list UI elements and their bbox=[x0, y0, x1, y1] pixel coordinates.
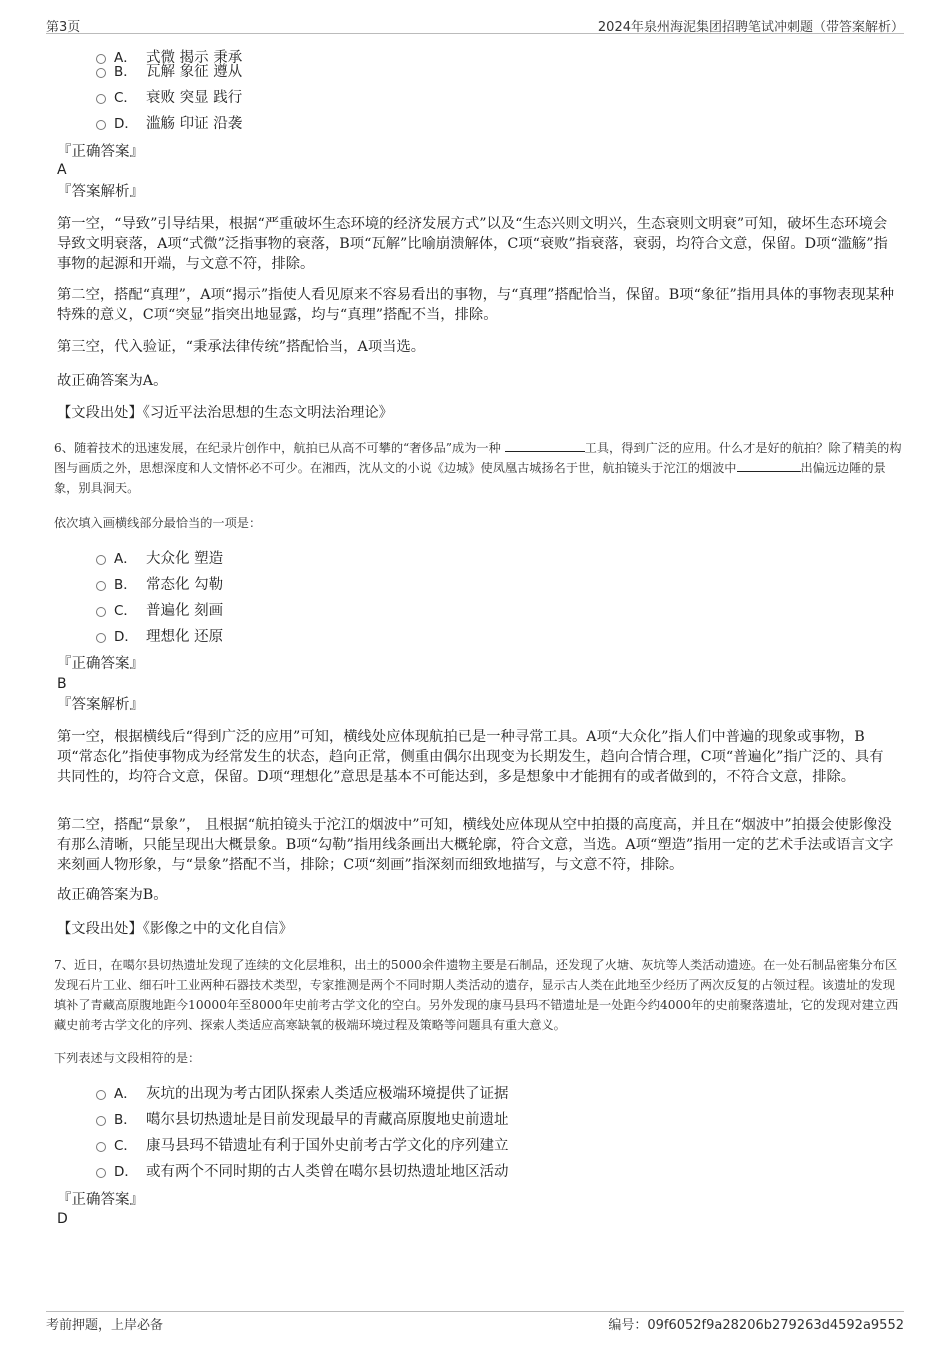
footer-slogan: 考前押题，上岸必备 bbox=[46, 1318, 164, 1333]
q5-analysis-para-2: 第二空，搭配“真理”，A项“揭示”指使人看见原来不容易看出的事物，与“真理”搭配恰当，保留。B项“象征”指用具体的事物表现某种特殊的意义，C项“突显”指突出地显露，均与“真理”搭配不当，排除。 bbox=[57, 287, 895, 323]
q7-answer-label: 『正确答案』 bbox=[57, 1192, 144, 1208]
radio-icon[interactable] bbox=[96, 94, 106, 104]
radio-icon[interactable] bbox=[96, 1116, 106, 1126]
footer-divider bbox=[46, 1311, 904, 1312]
radio-icon[interactable] bbox=[96, 1090, 106, 1100]
q6-analysis-para-1: 第一空，根据横线后“得到广泛的应用”可知，横线处应体现航拍已是一种寻常工具。A项“大众化”指人们中普遍的现象或事物，B项“常态化”指使事物成为经常发生的状态，趋向正常，侧重由偶尔出现变为长期发生，趋向合情合理，C项“普遍化”指广泛的、具有共同性的，均符合文意，保留。D项“理想化”意思是基本不可能达到，多是想象中才能拥有的或者做到的，不符合文意，排除。 bbox=[57, 729, 884, 785]
q5-analysis-label: 『答案解析』 bbox=[57, 184, 144, 200]
page-header bbox=[46, 16, 904, 34]
radio-icon[interactable] bbox=[96, 581, 106, 591]
q7-stem: 7、近日，在噶尔县切热遗址发现了连续的文化层堆积，出土的5000余件遗物主要是石制品，还发现了火塘、灰坑等人类活动遗迹。在一处石制品密集分布区发现石片工业、细石叶工业两种石器技术类型，专家推测是两个不同时期人类活动的遗存，显示古人类在此地至少经历了两次反复的占领过程。该遗址的发现填补了青藏高原腹地距今10000年至8000年史前考古学文化的空白。另外发现的康马县玛不错遗址是一处距今约4000年的史前聚落遗址，它的发现对建立西藏史前考古学文化的序列、探索人类适应高寒缺氧的极端环境过程及策略等问题具有重大意义。 bbox=[54, 958, 899, 1032]
q5-answer: A bbox=[57, 162, 67, 178]
radio-icon[interactable] bbox=[96, 54, 106, 64]
radio-icon[interactable] bbox=[96, 120, 106, 130]
q5-answer-label: 『正确答案』 bbox=[57, 144, 144, 160]
radio-icon[interactable] bbox=[96, 633, 106, 643]
q6-analysis-label: 『答案解析』 bbox=[57, 697, 144, 713]
page-footer bbox=[46, 1314, 904, 1332]
q6-prompt: 依次填入画横线部分最恰当的一项是： bbox=[54, 516, 262, 530]
document-id: 编号：09f6052f9a28206b279263d4592a9552 bbox=[608, 1318, 904, 1333]
q6-answer-label: 『正确答案』 bbox=[57, 656, 144, 672]
q5-analysis-para-4: 故正确答案为A。 bbox=[57, 373, 168, 389]
blank-2 bbox=[737, 459, 801, 472]
q5-analysis-para-1: 第一空，“导致”引导结果，根据“严重破坏生态环境的经济发展方式”以及“生态兴则文明兴，生态衰则文明衰”可知，破坏生态环境会导致文明衰落，A项“式微”泛指事物的衰落，B项“瓦解”比喻崩溃解体，C项“衰败”指衰落，衰弱，均符合文意，保留。D项“滥觞”指事物的起源和开端，与文意不符，排除。 bbox=[57, 216, 888, 272]
q6-stem: 6、随着技术的迅速发展，在纪录片创作中，航拍已从高不可攀的“奢侈品”成为一种 工具，得到广泛的应用。什么才是好的航拍？除了精美的构图与画质之外，思想深度和人文情怀必不可少。在湘西，沈从文的小说《边城》使凤凰古城扬名于世，航拍镜头于沱江的烟波中 出偏远边陲的景象，别具洞天。 bbox=[54, 441, 902, 495]
q7-answer: D bbox=[57, 1211, 68, 1227]
radio-icon[interactable] bbox=[96, 68, 106, 78]
radio-icon[interactable] bbox=[96, 1168, 106, 1178]
radio-icon[interactable] bbox=[96, 607, 106, 617]
q6-analysis-para-3: 故正确答案为B。 bbox=[57, 887, 168, 903]
q5-analysis-para-3: 第三空，代入验证，“秉承法律传统”搭配恰当，A项当选。 bbox=[57, 339, 426, 355]
q6-answer: B bbox=[57, 676, 67, 692]
document-title: 2024年泉州海泥集团招聘笔试冲刺题（带答案解析） bbox=[597, 20, 904, 35]
radio-icon[interactable] bbox=[96, 1142, 106, 1152]
blank-1 bbox=[505, 439, 585, 452]
q5-source: 【文段出处】《习近平法治思想的生态文明法治理论》 bbox=[57, 405, 393, 421]
q6-source: 【文段出处】《影像之中的文化自信》 bbox=[57, 921, 293, 937]
page-number: 第3页 bbox=[46, 20, 81, 35]
q6-analysis-para-2: 第二空，搭配“景象”， 且根据“航拍镜头于沱江的烟波中”可知，横线处应体现从空中拍摄的高度高，并且在“烟波中”拍摄会使影像没有那么清晰，只能呈现出大概景象。B项“勾勒”指用线条画出大概轮廓，符合文意，当选。A项“塑造”指用一定的艺术手法或语言文字来刻画人物形象，与“景象”搭配不当，排除；C项“刻画”指深刻而细致地描写，与文意不符，排除。 bbox=[57, 817, 894, 873]
q7-prompt: 下列表述与文段相符的是： bbox=[54, 1051, 201, 1065]
radio-icon[interactable] bbox=[96, 555, 106, 565]
header-divider bbox=[46, 33, 904, 34]
